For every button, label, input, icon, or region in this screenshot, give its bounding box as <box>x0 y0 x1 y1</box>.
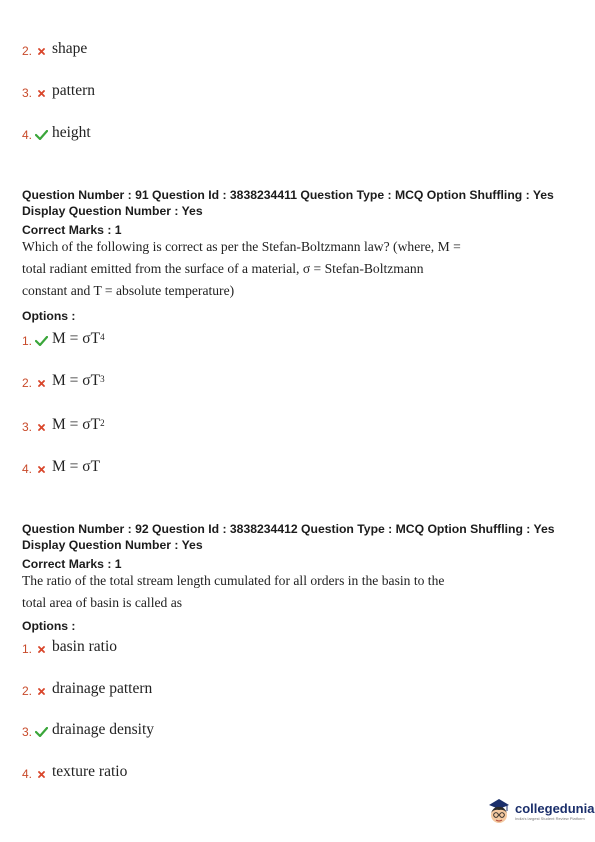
option-text: texture ratio <box>52 763 128 780</box>
check-icon <box>35 128 48 142</box>
option-row <box>22 412 105 434</box>
option-number: 2. <box>22 44 33 58</box>
option-text: basin ratio <box>52 638 117 655</box>
logo-name: collegedunia <box>515 800 595 816</box>
option-text: shape <box>52 40 88 57</box>
cross-icon <box>35 376 48 390</box>
collegedunia-logo <box>486 796 594 826</box>
option-row <box>22 454 100 476</box>
option-text: $M = \sigma T^4$ <box>52 330 105 347</box>
logo-tagline: India's largest Student Review Platform <box>515 815 585 821</box>
cross-icon <box>35 86 48 100</box>
option-number: 3. <box>22 86 33 100</box>
mascot-icon <box>486 796 512 826</box>
cross-icon <box>35 44 48 58</box>
option-row <box>22 717 154 739</box>
option-text: $M = \sigma T^3$ <box>52 372 105 389</box>
cross-icon <box>35 767 48 781</box>
option-row <box>22 759 127 781</box>
display-question-number: Display Question Number : Yes <box>22 538 203 552</box>
option-number: 2. <box>22 376 33 390</box>
option-row <box>22 634 117 656</box>
option-row <box>22 326 105 348</box>
correct-marks: Correct Marks : 1 <box>22 557 122 571</box>
option-number: 4. <box>22 128 33 142</box>
exponent: 4 <box>100 332 105 342</box>
question-text: The ratio of the total stream length cumulated for all orders in the basin to the total area of basin is called as <box>22 573 445 610</box>
cross-icon <box>35 420 48 434</box>
cross-icon <box>35 684 48 698</box>
option-number: 3. <box>22 420 33 434</box>
options-label: Options : <box>22 619 76 633</box>
display-question-number: Display Question Number : Yes <box>22 204 203 218</box>
option-text: M = σT <box>52 458 101 475</box>
check-icon <box>35 334 48 348</box>
option-text: height <box>52 124 91 141</box>
exponent: 2 <box>100 418 105 428</box>
correct-marks: Correct Marks : 1 <box>22 223 122 237</box>
cross-icon <box>35 462 48 476</box>
option-number: 1. <box>22 334 33 348</box>
option-row <box>22 120 91 142</box>
question-header: Question Number : 92 Question Id : 3838234412 Question Type : MCQ Option Shuffling : Yes <box>22 522 555 536</box>
cross-icon <box>35 642 48 656</box>
option-row <box>22 36 87 58</box>
exponent: 3 <box>100 374 105 384</box>
question-header: Question Number : 91 Question Id : 3838234411 Question Type : MCQ Option Shuffling : Yes <box>22 188 554 202</box>
option-row <box>22 676 152 698</box>
option-number: 4. <box>22 767 33 781</box>
option-number: 1. <box>22 642 33 656</box>
option-text: drainage density <box>52 721 155 738</box>
option-text: pattern <box>52 82 96 99</box>
option-text: drainage pattern <box>52 680 153 697</box>
option-text: $M = \sigma T^2$ <box>52 416 105 433</box>
options-label: Options : <box>22 309 76 323</box>
check-icon <box>35 725 48 739</box>
option-number: 3. <box>22 725 33 739</box>
option-number: 2. <box>22 684 33 698</box>
option-row <box>22 368 105 390</box>
question-text: Which of the following is correct as per the Stefan-Boltzmann law? (where, M = total radiant emitted from the surface of a material, σ = Stefan-Boltzmann constant and T = absolute temperature) <box>22 239 461 298</box>
option-row <box>22 78 95 100</box>
option-number: 4. <box>22 462 33 476</box>
